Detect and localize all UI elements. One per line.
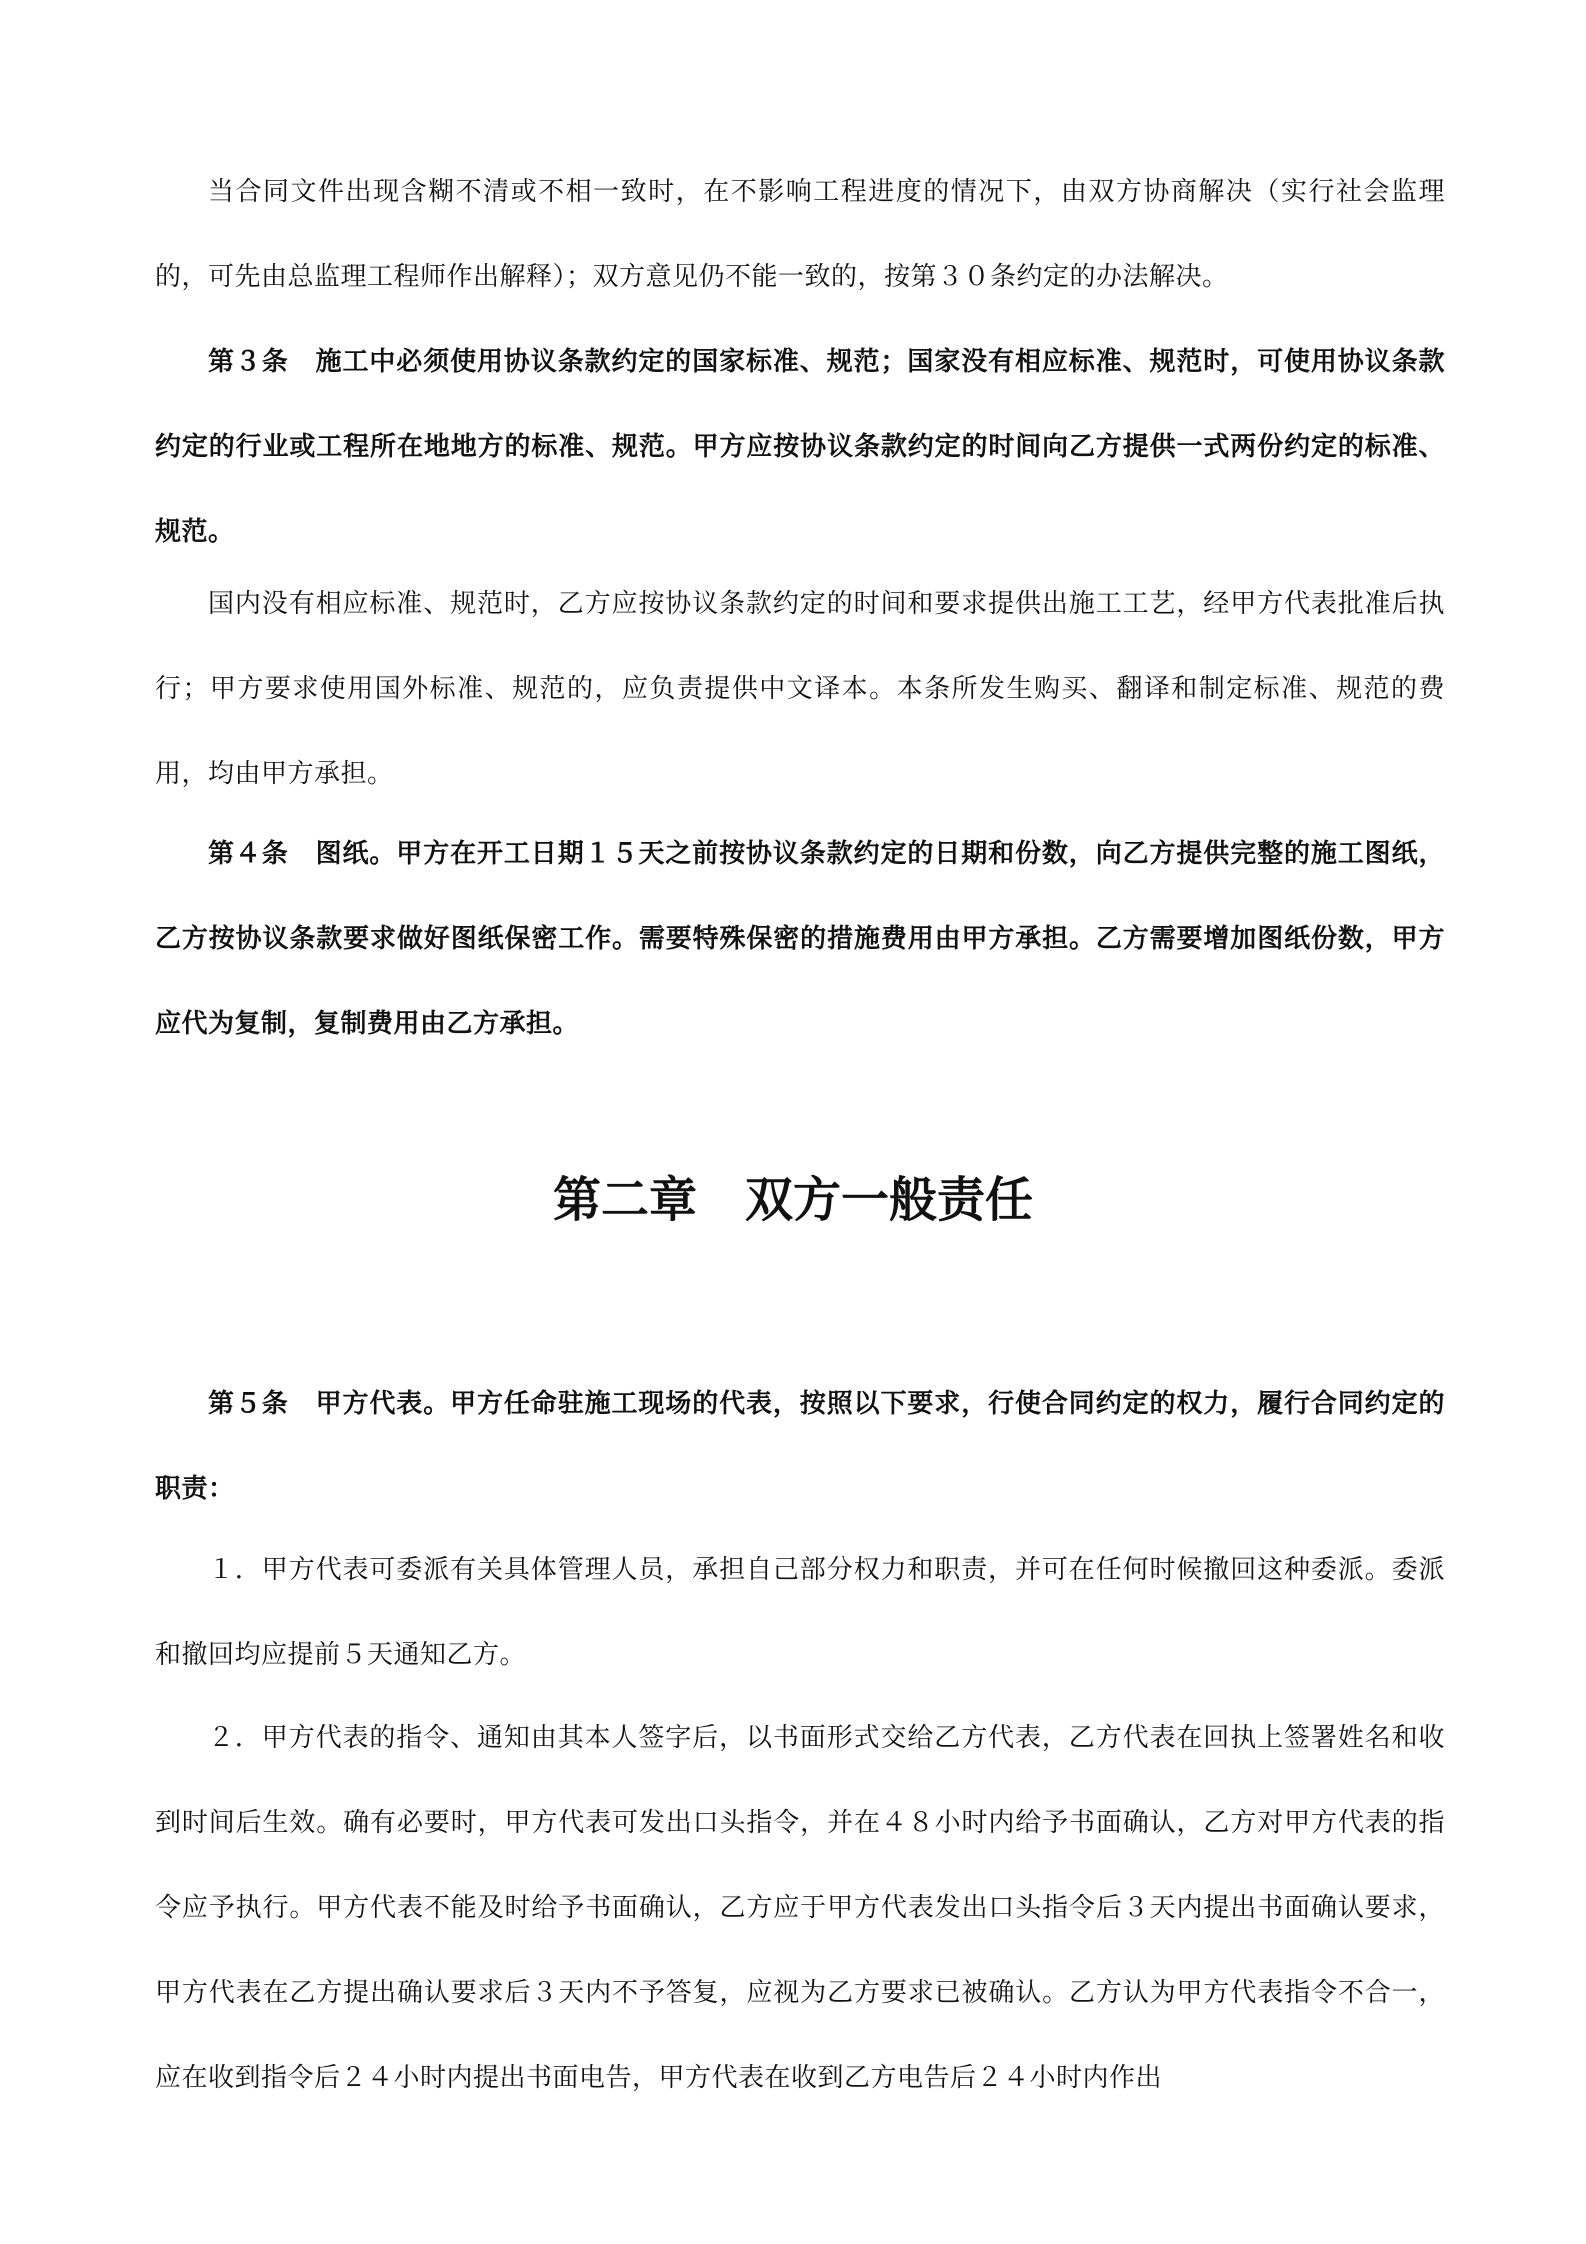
paragraph-article-4: 第４条 图纸。甲方在开工日期１５天之前按协议条款约定的日期和份数，向乙方提供完整的施工图纸，乙方按协议条款要求做好图纸保密工作。需要特殊保密的措施费用由甲方承担。乙方需要增加图纸份数，甲方应代为复制，复制费用由乙方承担。 bbox=[155, 839, 1445, 1039]
paragraph-item-2: ２．甲方代表的指令、通知由其本人签字后，以书面形式交给乙方代表，乙方代表在回执上签署姓名和收到时间后生效。确有必要时，甲方代表可发出口头指令，并在４８小时内给予书面确认，乙方对甲方代表的指令应予执行。甲方代表不能及时给予书面确认，乙方应于甲方代表发出口头指令后３天内提出书面确认要求，甲方代表在乙方提出确认要求后３天内不予答复，应视为乙方要求已被确认。乙方认为甲方代表指令不合一，应在收到指令后２４小时内提出书面电告，甲方代表在收到乙方电告后２４小时内作出 bbox=[155, 1723, 1445, 2093]
paragraph-contract-ambiguity: 当合同文件出现含糊不清或不相一致时，在不影响工程进度的情况下，由双方协商解决（实行社会监理的，可先由总监理工程师作出解释）；双方意见仍不能一致的，按第３０条约定的办法解决。 bbox=[155, 177, 1445, 292]
paragraph-article-3: 第３条 施工中必须使用协议条款约定的国家标准、规范；国家没有相应标准、规范时，可使用协议条款约定的行业或工程所在地地方的标准、规范。甲方应按协议条款约定的时间向乙方提供一式两份约定的标准、规范。 bbox=[155, 347, 1445, 547]
paragraph-article-5: 第５条 甲方代表。甲方任命驻施工现场的代表，按照以下要求，行使合同约定的权力，履行合同约定的职责： bbox=[155, 1389, 1445, 1504]
paragraph-item-1: １．甲方代表可委派有关具体管理人员，承担自己部分权力和职责，并可在任何时候撤回这种委派。委派和撤回均应提前５天通知乙方。 bbox=[155, 1555, 1445, 1670]
paragraph-foreign-standards: 国内没有相应标准、规范时，乙方应按协议条款约定的时间和要求提供出施工工艺，经甲方代表批准后执行；甲方要求使用国外标准、规范的，应负责提供中文译本。本条所发生购买、翻译和制定标准、规范的费用，均由甲方承担。 bbox=[155, 589, 1445, 789]
chapter-title: 第二章 双方一般责任 bbox=[552, 1172, 1033, 1228]
